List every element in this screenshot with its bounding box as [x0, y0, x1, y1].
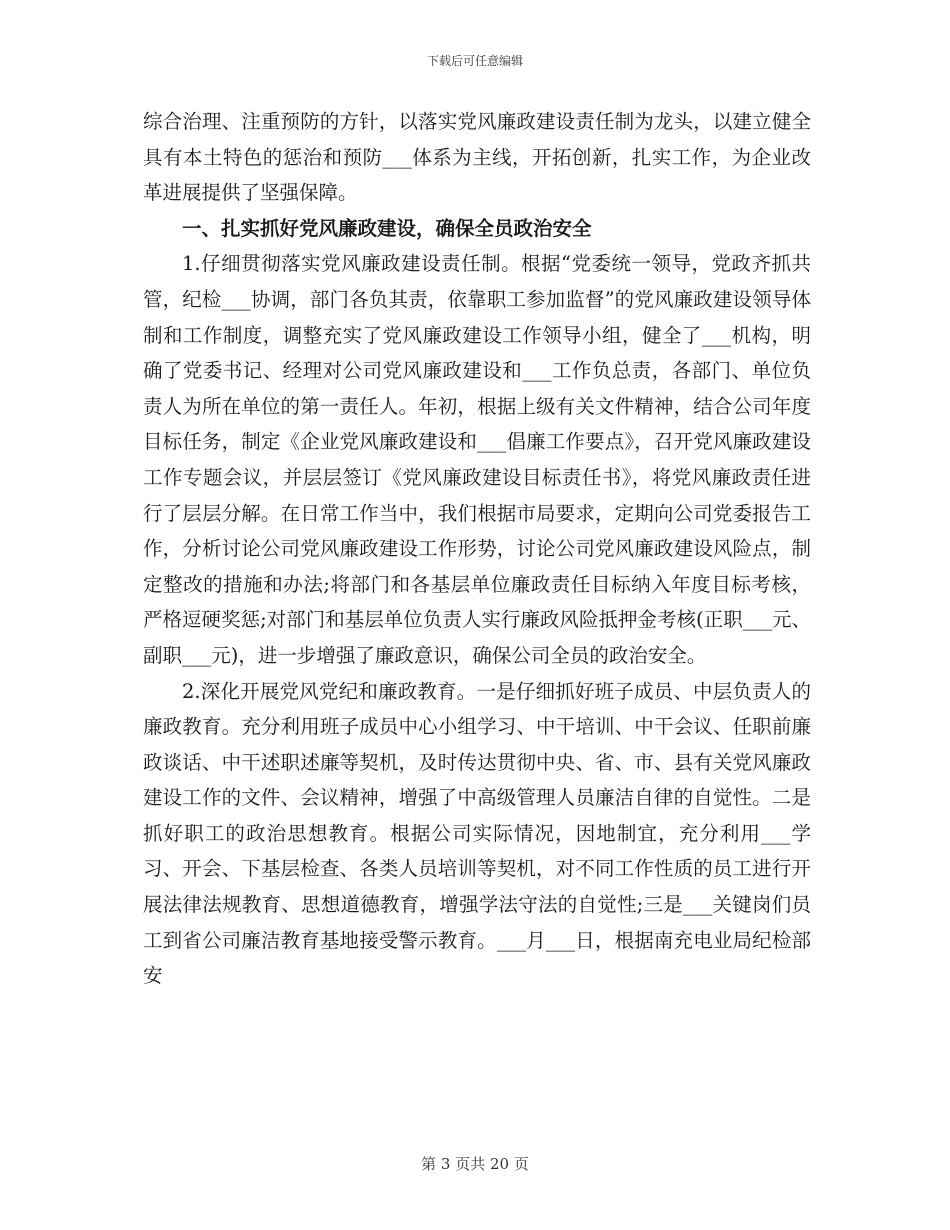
page-header: 下载后可任意编辑 — [426, 54, 523, 68]
section-heading: 一、扎实抓好党风廉政建设，确保全员政治安全 — [182, 216, 592, 240]
paragraph-item-1: 1.仔细贯彻落实党风廉政建设责任制。根据“党委统一领导，党政齐抓共管，纪检___协调，部门各负其责，依靠职工参加监督”的党风廉政建设领导体制和工作制度，调整充实了党风廉政建设工作领导小组，健全了___机构，明确了党委书记、经理对公司党风廉政建设和___工作负总责，各部门、单位负责人为所在单位的第一责任人。年初，根据上级有关文件精神，结合公司年度目标任务，制定《企业党风廉政建设和___倡廉工作要点》，召开党风廉政建设工作专题会议，并层层签订《党风廉政建设目标责任书》，将党风廉政责任进行了层层分解。在日常工作当中，我们根据市局要求，定期向公司党委报告工作，分析讨论公司党风廉政建设工作形势，讨论公司党风廉政建设风险点，制定整改的措施和办法;将部门和各基层单位廉政责任目标纳入年度目标考核，严格逗硬奖惩;对部门和基层单位负责人实行廉政风险抵押金考核(正职___元、副职___元)，进一步增强了廉政意识，确保公司全员的政治安全。 — [143, 252, 811, 667]
paragraph-item-2: 2.深化开展党风党纪和廉政教育。一是仔细抓好班子成员、中层负责人的廉政教育。充分利用班子成员中心小组学习、中干培训、中干会议、任职前廉政谈话、中干述职述廉等契机，及时传达贯彻中央、省、市、县有关党风廉政建设工作的文件、会议精神，增强了中高级管理人员廉洁自律的自觉性。二是抓好职工的政治思想教育。根据公司实际情况，因地制宜，充分利用___学习、开会、下基层检查、各类人员培训等契机，对不同工作性质的员工进行开展法律法规教育、思想道德教育，增强学法守法的自觉性;三是___关键岗们员工到省公司廉洁教育基地接受警示教育。___月___日，根据南充电业局纪检部安 — [143, 679, 811, 988]
paragraph-intro-continued: 综合治理、注重预防的方针，以落实党风廉政建设责任制为龙头，以建立健全具有本土特色的惩治和预防___体系为主线，开拓创新，扎实工作，为企业改革进展提供了坚强保障。 — [143, 110, 811, 205]
document-body — [143, 104, 811, 994]
page-number: 第 3 页共 20 页 — [421, 1155, 529, 1173]
